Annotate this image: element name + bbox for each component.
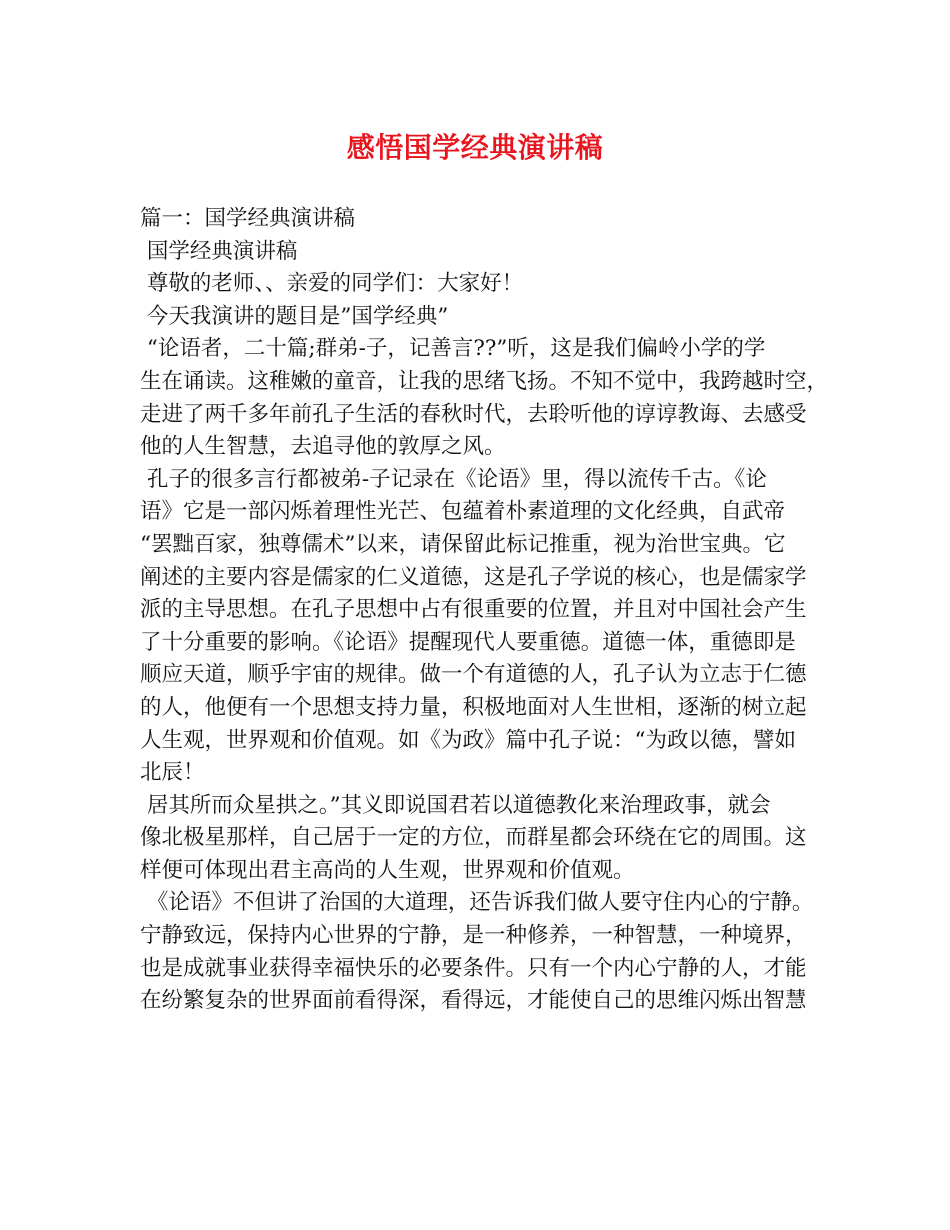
document-title: 感悟国学经典演讲稿 [346,131,604,164]
text-line: 顺应天道，顺乎宇宙的规律。做一个有道德的人，孔子认为立志于仁德 [140,662,807,688]
text-line: 样便可体现出君主高尚的人生观，世界观和价值观。 [140,857,635,883]
text-line: 也是成就事业获得幸福快乐的必要条件。只有一个内心宁静的人，才能 [140,955,807,981]
text-line: 《论语》不但讲了治国的大道理，还告诉我们做人要守住内心的宁静。 [140,890,814,916]
text-line: 生在诵读。这稚嫩的童音，让我的思绪飞扬。不知不觉中，我跨越时空， [140,368,829,394]
text-line: 走进了两千多年前孔子生活的春秋时代，去聆听他的谆谆教诲、去感受 [140,401,807,427]
text-line: 的人，他便有一个思想支持力量，积极地面对人生世相，逐渐的树立起 [140,694,807,720]
text-line: 北辰！ [140,760,205,786]
document-body [140,203,840,1018]
text-line: 今天我演讲的题目是”国学经典” [140,303,449,329]
text-line: 人生观，世界观和价值观。如《为政》篇中孔子说：“为政以德，譬如 [140,727,796,753]
text-line: 了十分重要的影响。《论语》提醒现代人要重德。道德一体，重德即是 [140,629,796,655]
text-line: 派的主导思想。在孔子思想中占有很重要的位置，并且对中国社会产生 [140,597,807,623]
text-line: 语》它是一部闪烁着理性光芒、包蕴着朴素道理的文化经典，自武帝 [140,499,786,525]
text-line: 国学经典演讲稿 [140,238,298,264]
text-line: 阐述的主要内容是儒家的仁义道德，这是孔子学说的核心，也是儒家学 [140,564,807,590]
text-line: 居其所而众星拱之。”其义即说国君若以道德教化来治理政事，就会 [140,792,771,818]
text-line: “论语者，二十篇;群弟-子，记善言??”听，这是我们偏岭小学的学 [140,336,766,362]
text-line: 在纷繁复杂的世界面前看得深，看得远，才能使自己的思维闪烁出智慧 [140,988,807,1014]
text-line: 像北极星那样，自己居于一定的方位，而群星都会环绕在它的周围。这 [140,825,807,851]
text-line: 他的人生智慧，去追寻他的敦厚之风。 [140,434,506,460]
text-line: 宁静致远，保持内心世界的宁静，是一种修养，一种智慧，一种境界， [140,923,807,949]
text-line: “罢黜百家，独尊儒术”以来，请保留此标记推重，视为治世宝典。它 [140,531,786,557]
text-line: 篇一：国学经典演讲稿 [140,206,356,231]
text-line: 孔子的很多言行都被弟-子记录在《论语》里，得以流传千古。《论 [140,466,767,492]
text-line: 尊敬的老师、、亲爱的同学们：大家好！ [140,271,524,297]
